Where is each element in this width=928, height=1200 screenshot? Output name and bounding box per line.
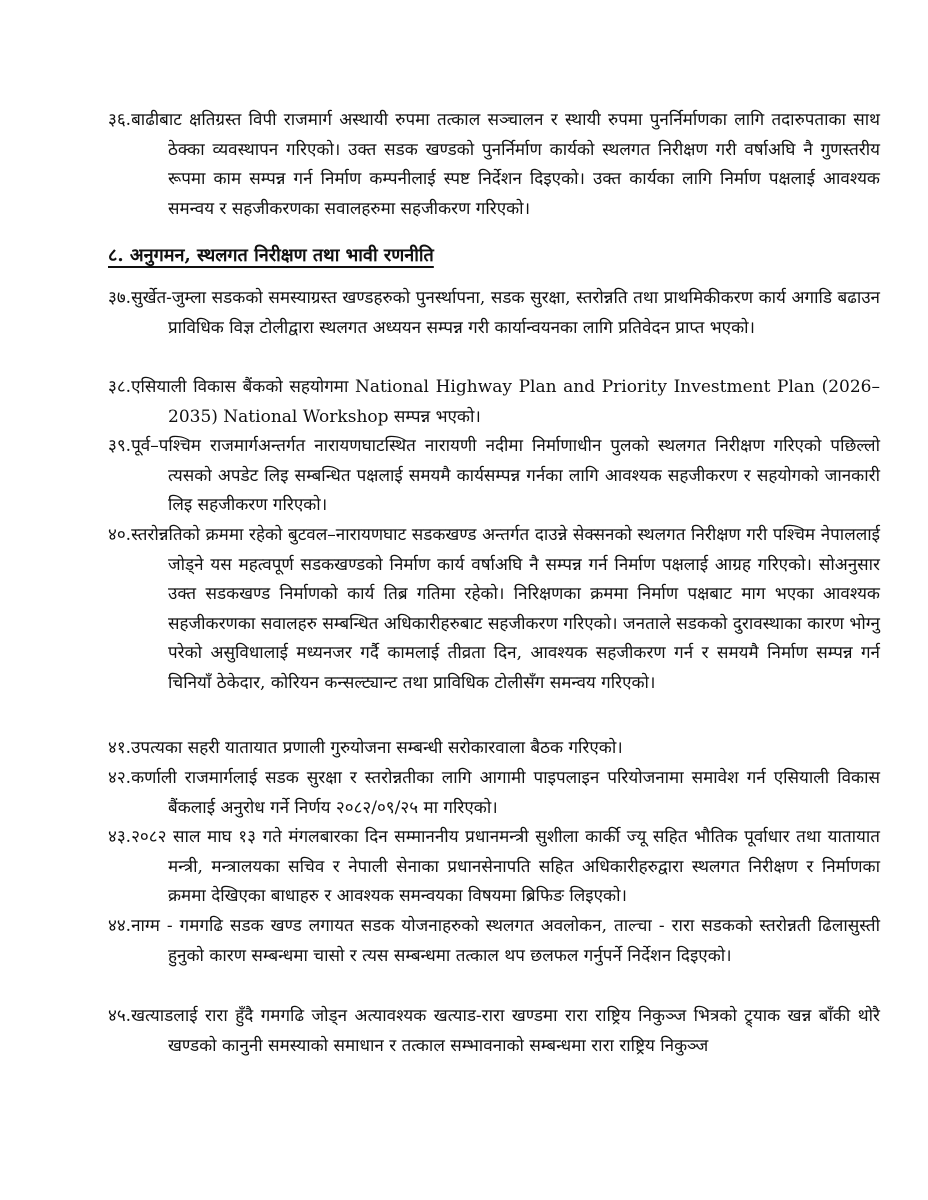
paragraph-item-43 bbox=[108, 823, 880, 912]
item-number: ४०. bbox=[108, 525, 132, 545]
item-number: ३७. bbox=[108, 288, 132, 308]
item-text: बाढीबाट क्षतिग्रस्त विपी राजमार्ग अस्थायी रुपमा तत्काल सञ्चालन र स्थायी रुपमा पुनर्निर्माणका लागि तदारुपताका साथ ठेक्का व्यवस्थापन गरिएको। उक्त सडक खण्डको पुनर्निर्माण कार्यको स्थलगत निरीक्षण गरी वर्षाअघि नै गुणस्तरीय रूपमा काम सम्पन्न गर्न निर्माण कम्पनीलाई स्पष्ट निर्देशन दिइएको। उक्त कार्यका लागि निर्माण पक्षलाई आवश्यक समन्वय र सहजीकरणका सवालहरुमा सहजीकरण गरिएको। bbox=[131, 110, 880, 219]
item-number: ४१. bbox=[108, 738, 132, 758]
paragraph-item-42 bbox=[108, 764, 880, 823]
item-number: ४५. bbox=[108, 1006, 132, 1026]
item-number: ४४. bbox=[108, 916, 132, 936]
paragraph-item-36 bbox=[108, 106, 880, 224]
item-text: कर्णाली राजमार्गलाई सडक सुरक्षा र स्तरोन्नतीका लागि आगामी पाइपलाइन परियोजनामा समावेश गर्न एसियाली विकास बैंकलाई अनुरोध गर्ने निर्णय २०८२/०९/२५ मा गरिएको। bbox=[131, 768, 880, 818]
paragraph-item-39 bbox=[108, 432, 880, 521]
paragraph-item-41 bbox=[108, 734, 880, 764]
item-text: स्तरोन्नतिको क्रममा रहेको बुटवल–नारायणघाट सडकखण्ड अन्तर्गत दाउन्ने सेक्सनको स्थलगत निरीक्षण गरी पश्चिम नेपाललाई जोड्ने यस महत्वपूर्ण सडकखण्डको निर्माण कार्य वर्षाअघि नै सम्पन्न गर्न निर्माण पक्षलाई आग्रह गरिएको। सोअनुसार उक्त सडकखण्ड निर्माणको कार्य तिब्र गतिमा रहेको। निरिक्षणका क्रममा निर्माण पक्षबाट माग भएका आवश्यक सहजीकरणका सवालहरु सम्बन्धित अधिकारीहरुबाट सहजीकरण गरिएको। जनताले सडकको दुरावस्थाका कारण भोग्नु परेको असुविधालाई मध्यनजर गर्दै कामलाई तीव्रता दिन, आवश्यक सहजीकरण गर्न र समयमै निर्माण सम्पन्न गर्न चिनियाँ ठेकेदार, कोरियन कन्सल्ट्यान्ट तथा प्राविधिक टोलीसँग समन्वय गरिएको। bbox=[131, 525, 880, 693]
item-text: २०८२ साल माघ १३ गते मंगलबारका दिन सम्माननीय प्रधानमन्त्री सुशीला कार्की ज्यू सहित भौतिक पूर्वाधार तथा यातायात मन्त्री, मन्त्रालयका सचिव र नेपाली सेनाका प्रधानसेनापति सहित अधिकारीहरुद्वारा स्थलगत निरीक्षण र निर्माणका क्रममा देखिएका बाधाहरु र आवश्यक समन्वयका विषयमा ब्रिफिङ लिइएको। bbox=[131, 827, 880, 906]
item-text: नाग्म - गमगढि सडक खण्ड लगायत सडक योजनाहरुको स्थलगत अवलोकन, ताल्चा - रारा सडकको स्तरोन्नती ढिलासुस्ती हुनुको कारण सम्बन्धमा चासो र त्यस सम्बन्धमा तत्काल थप छलफल गर्नुपर्ने निर्देशन दिइएको। bbox=[131, 916, 880, 966]
item-number: ३८. bbox=[108, 377, 132, 397]
paragraph-item-37 bbox=[108, 284, 880, 343]
paragraph-item-45 bbox=[108, 1002, 880, 1061]
item-text: एसियाली विकास बैंकको सहयोगमा National Highway Plan and Priority Investment Plan (2026–2035) National Workshop सम्पन्न भएको। bbox=[131, 377, 880, 427]
item-number: ४२. bbox=[108, 768, 132, 788]
item-text: खत्याडलाई रारा हुँदै गमगढि जोड्न अत्यावश्यक खत्याड-रारा खण्डमा रारा राष्ट्रिय निकुञ्ज भित्रको ट्र्याक खन्न बाँकी थोरै खण्डको कानुनी समस्याको समाधान र तत्काल सम्भावनाको सम्बन्धमा रारा राष्ट्रिय निकुञ्ज bbox=[131, 1006, 880, 1056]
item-text: पूर्व–पश्चिम राजमार्गअन्तर्गत नारायणघाटस्थित नारायणी नदीमा निर्माणाधीन पुलको स्थलगत निरीक्षण गरिएको पछिल्लो त्यसको अपडेट लिइ सम्बन्धित पक्षलाई समयमै कार्यसम्पन्न गर्नका लागि आवश्यक सहजीकरण र सहयोगको जानकारी लिइ सहजीकरण गरिएको। bbox=[131, 436, 880, 515]
item-text: उपत्यका सहरी यातायात प्रणाली गुरुयोजना सम्बन्धी सरोकारवाला बैठक गरिएको। bbox=[131, 738, 623, 758]
item-number: ४३. bbox=[108, 827, 132, 847]
item-number: ३६. bbox=[108, 110, 132, 130]
item-text: सुर्खेत-जुम्ला सडकको समस्याग्रस्त खण्डहरुको पुनर्स्थापना, सडक सुरक्षा, स्तरोन्नति तथा प्राथमिकीकरण कार्य अगाडि बढाउन प्राविधिक विज्ञ टोलीद्वारा स्थलगत अध्ययन सम्पन्न गरी कार्यान्वयनका लागि प्रतिवेदन प्राप्त भएको। bbox=[131, 288, 880, 338]
paragraph-item-44 bbox=[108, 912, 880, 971]
section-heading: ८. अनुगमन, स्थलगत निरीक्षण तथा भावी रणनीति bbox=[108, 245, 434, 266]
paragraph-item-38 bbox=[108, 373, 880, 432]
item-number: ३९. bbox=[108, 436, 132, 456]
paragraph-item-40 bbox=[108, 521, 880, 698]
